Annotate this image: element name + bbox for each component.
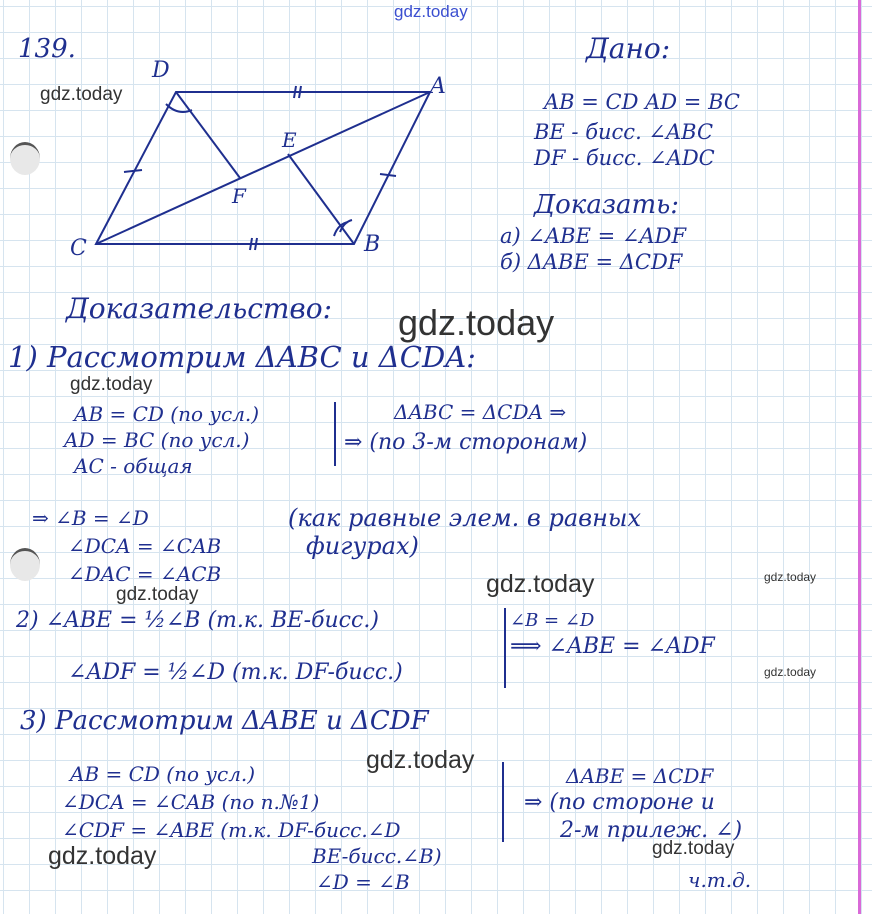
vertex-label-c: C <box>70 236 87 261</box>
tick-mark <box>124 170 142 172</box>
step1-conclusion: ∠DCA = ∠CAB <box>68 534 222 558</box>
qed-mark: ч.т.д. <box>688 868 752 892</box>
step3-given-line: ∠CDF = ∠ABE (т.к. DF-бисс.∠D <box>62 818 401 842</box>
step1-result: ΔABC = ΔCDA ⇒ <box>394 400 567 424</box>
step3-given-line: AB = CD (по усл.) <box>70 762 256 786</box>
step1-note: (как равные элем. в равных <box>288 504 642 532</box>
tick-mark <box>255 238 257 250</box>
watermark: gdz.today <box>764 665 817 679</box>
prove-item-b: б) ΔABE = ΔCDF <box>500 250 683 274</box>
step3-title: 3) Рассмотрим ΔABE и ΔCDF <box>20 706 429 736</box>
given-line: AB = CD AD = BC <box>544 90 740 114</box>
problem-number: 139. <box>18 34 76 64</box>
step1-title: 1) Рассмотрим ΔABC и ΔCDA: <box>8 340 476 374</box>
step1-conclusion: ∠DAC = ∠ACB <box>68 562 222 586</box>
watermark: gdz.today <box>486 570 595 598</box>
bisector-df <box>176 92 240 178</box>
point-label-e: E <box>282 128 297 152</box>
watermark: gdz.today <box>398 302 555 343</box>
tick-mark <box>294 86 296 98</box>
watermark: gdz.today <box>40 84 123 105</box>
step1-conclusion: ⇒ ∠B = ∠D <box>32 506 149 530</box>
vertex-label-d: D <box>152 58 170 83</box>
given-heading: Дано: <box>586 32 671 65</box>
watermark: gdz.today <box>70 374 153 395</box>
step1-given-line: AD = BC (по усл.) <box>64 428 250 452</box>
diagonal-ca <box>96 92 430 244</box>
step2-line: 2) ∠ABE = ½∠B (т.к. BE-бисс.) <box>16 608 379 633</box>
step3-result: ΔABE = ΔCDF <box>566 764 714 788</box>
watermark: gdz.today <box>652 838 735 859</box>
step1-given-line: AC - общая <box>74 454 193 478</box>
watermark-top: gdz.today <box>394 2 468 21</box>
step3-reason: 2-м прилеж. ∠) <box>560 818 743 843</box>
brace-divider <box>504 608 506 688</box>
given-line: DF - бисс. ∠ADC <box>534 146 715 170</box>
given-line: BE - бисс. ∠ABC <box>534 120 714 144</box>
tick-mark <box>380 174 396 176</box>
step1-note: фигурах) <box>306 532 419 560</box>
point-label-f: F <box>232 184 246 208</box>
step2-result: ⟹ ∠ABE = ∠ADF <box>510 634 715 659</box>
vertex-label-b: B <box>364 232 381 257</box>
step3-given-line: ∠DCA = ∠CAB (по п.№1) <box>62 790 320 814</box>
bisector-be <box>288 154 354 244</box>
brace-divider <box>502 762 504 842</box>
step1-given-line: AB = CD (по усл.) <box>74 402 260 426</box>
brace-divider <box>334 402 336 466</box>
tick-mark <box>299 86 301 98</box>
step1-reason: ⇒ (по 3-м сторонам) <box>344 430 588 455</box>
watermark: gdz.today <box>48 842 157 870</box>
prove-heading: Доказать: <box>534 190 680 220</box>
proof-heading: Доказательство: <box>66 292 333 325</box>
prove-item-a: а) ∠ABE = ∠ADF <box>500 224 687 248</box>
step2-result: ∠B = ∠D <box>510 610 595 631</box>
step3-reason: ⇒ (по стороне и <box>524 790 715 815</box>
watermark: gdz.today <box>116 584 199 605</box>
watermark: gdz.today <box>366 746 475 774</box>
vertex-label-a: A <box>430 74 446 99</box>
tick-mark <box>250 238 252 250</box>
step3-given-line: BE-бисс.∠B) <box>312 844 442 868</box>
step3-given-line: ∠D = ∠B <box>316 870 410 894</box>
watermark: gdz.today <box>764 570 817 584</box>
step2-line: ∠ADF = ½∠D (т.к. DF-бисс.) <box>68 660 403 685</box>
